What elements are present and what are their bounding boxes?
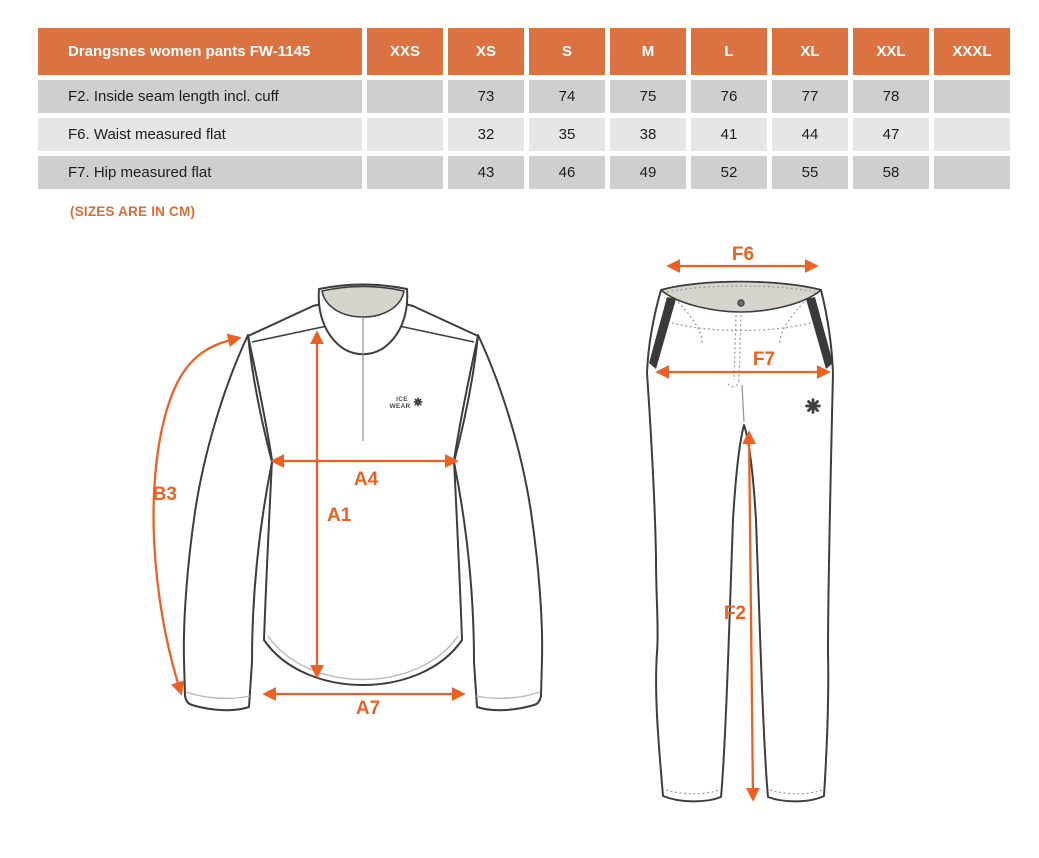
f2-label: F2 [723, 603, 746, 624]
cell-value [934, 118, 1010, 151]
size-table-header-row [38, 28, 1010, 75]
a4-label: A4 [353, 469, 379, 490]
size-table [33, 23, 1015, 194]
cell-value: 44 [772, 118, 848, 151]
cell-value [367, 118, 443, 151]
cell-value: 32 [448, 118, 524, 151]
col-header-xl: XL [772, 28, 848, 75]
logo-line2: WEAR [389, 403, 411, 410]
logo-line1: ICE [396, 396, 408, 403]
cell-value: 49 [610, 156, 686, 189]
pants-body [647, 282, 833, 802]
cell-value: 58 [853, 156, 929, 189]
cell-value [367, 80, 443, 113]
cell-value: 75 [610, 80, 686, 113]
sizes-unit-note: (SIZES ARE IN CM) [70, 204, 196, 219]
col-header-xxxl: XXXL [934, 28, 1010, 75]
a7-label: A7 [355, 698, 381, 719]
cell-value: 35 [529, 118, 605, 151]
product-title: Drangsnes women pants FW-1145 [38, 28, 362, 75]
cell-value: 47 [853, 118, 929, 151]
cell-value: 74 [529, 80, 605, 113]
table-row-waist [38, 118, 1010, 151]
cell-value [934, 80, 1010, 113]
row-label: F7. Hip measured flat [38, 156, 362, 189]
sweater-drawing [184, 285, 542, 711]
pants-drawing [647, 282, 833, 802]
cell-value: 38 [610, 118, 686, 151]
cell-value: 46 [529, 156, 605, 189]
cell-value: 52 [691, 156, 767, 189]
cell-value: 55 [772, 156, 848, 189]
waist-button [738, 300, 744, 306]
cell-value: 76 [691, 80, 767, 113]
row-label: F2. Inside seam length incl. cuff [38, 80, 362, 113]
cell-value [934, 156, 1010, 189]
a1-label: A1 [327, 505, 352, 526]
row-label: F6. Waist measured flat [38, 118, 362, 151]
cell-value: 77 [772, 80, 848, 113]
b3-label: B3 [152, 484, 177, 505]
table-row-hip [38, 156, 1010, 189]
cell-value [367, 156, 443, 189]
cell-value: 43 [448, 156, 524, 189]
f2-inseam-arrow [749, 433, 753, 799]
size-table-section [33, 23, 1012, 194]
col-header-s: S [529, 28, 605, 75]
col-header-m: M [610, 28, 686, 75]
cell-value: 73 [448, 80, 524, 113]
col-header-l: L [691, 28, 767, 75]
cell-value: 41 [691, 118, 767, 151]
pants-flower-logo-icon [807, 400, 820, 413]
table-row-inside-seam [38, 80, 1010, 113]
cell-value: 78 [853, 80, 929, 113]
measurement-diagram [0, 240, 1039, 840]
f6-label: F6 [731, 244, 755, 265]
f7-label: F7 [752, 349, 776, 370]
col-header-xxl: XXL [853, 28, 929, 75]
col-header-xxs: XXS [367, 28, 443, 75]
col-header-xs: XS [448, 28, 524, 75]
